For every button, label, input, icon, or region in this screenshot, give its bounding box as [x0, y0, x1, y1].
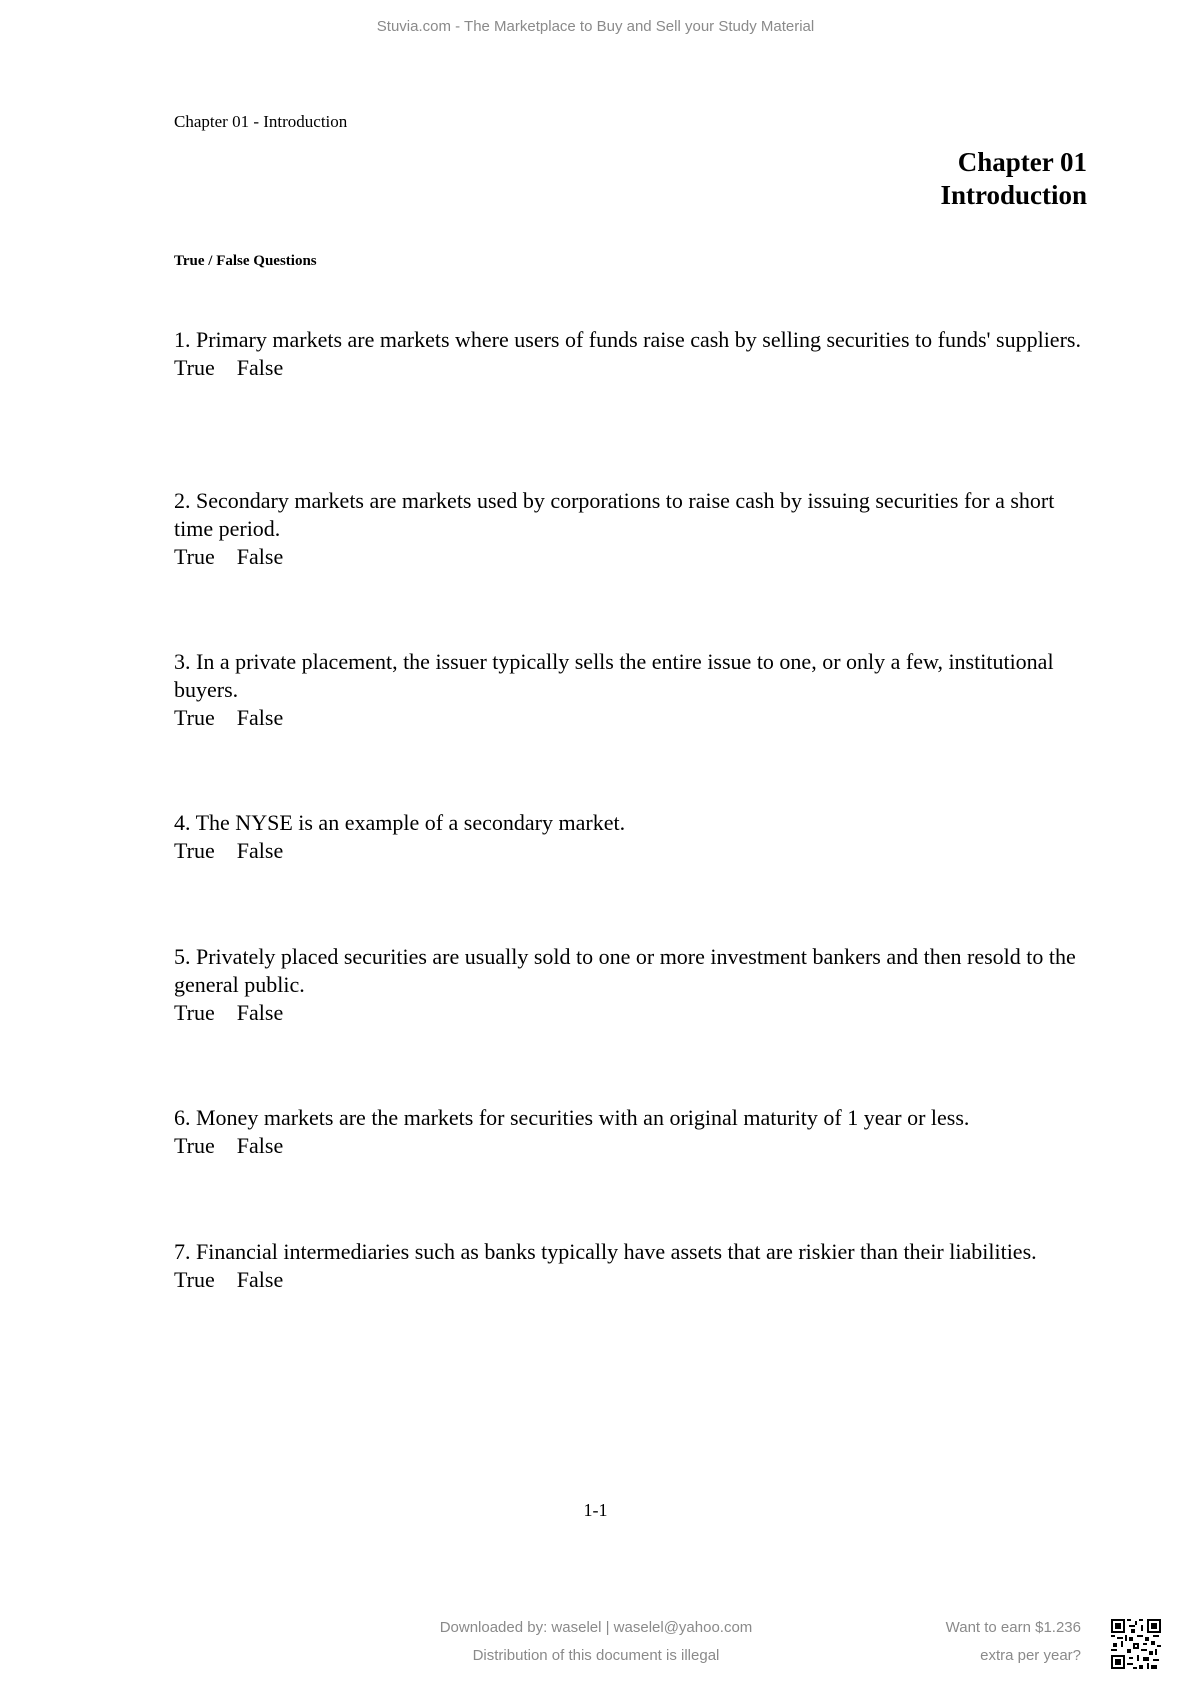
page-number: 1-1 [583, 1500, 608, 1520]
chapter-title-block [940, 146, 1087, 212]
answer-false[interactable]: False [236, 1000, 284, 1025]
answer-true[interactable]: True [174, 1000, 215, 1025]
answer-true[interactable]: True [174, 544, 215, 569]
question-text: 5. Privately placed securities are usually sold to one or more investment bankers and then resold to the general public. [174, 944, 1076, 997]
answer-false[interactable]: False [236, 1267, 284, 1292]
answer-false[interactable]: False [236, 1133, 284, 1158]
question-item [174, 809, 1094, 865]
answer-options [174, 543, 1094, 571]
running-header: Chapter 01 - Introduction [174, 112, 348, 131]
answer-options [174, 837, 1094, 865]
earn-promo-line2: extra per year? [980, 1647, 1081, 1664]
answer-true[interactable]: True [174, 838, 215, 863]
question-item [174, 487, 1094, 571]
answer-false[interactable]: False [236, 705, 284, 730]
qr-code-icon[interactable] [1111, 1619, 1161, 1669]
download-notice [400, 1614, 792, 1670]
answer-options [174, 1132, 1094, 1160]
question-item [174, 648, 1094, 732]
question-item [174, 1104, 1094, 1160]
chapter-number: Chapter 01 [957, 147, 1087, 177]
answer-false[interactable]: False [236, 838, 284, 863]
question-item [174, 326, 1094, 382]
distribution-warning: Distribution of this document is illegal [472, 1647, 720, 1664]
answer-options [174, 999, 1094, 1027]
answer-true[interactable]: True [174, 355, 215, 380]
question-text: 4. The NYSE is an example of a secondary market. [174, 810, 626, 835]
stuvia-watermark: Stuvia.com - The Marketplace to Buy and Sell your Study Material [376, 18, 815, 35]
question-item [174, 1238, 1094, 1294]
question-item [174, 943, 1094, 1027]
section-heading: True / False Questions [174, 253, 317, 269]
question-text: 7. Financial intermediaries such as banks typically have assets that are riskier than their liabilities. [174, 1239, 1037, 1264]
answer-options [174, 1266, 1094, 1294]
earn-promo[interactable] [946, 1614, 1081, 1670]
answer-true[interactable]: True [174, 1267, 215, 1292]
downloaded-by-text: Downloaded by: waselel | waselel@yahoo.com [439, 1619, 753, 1636]
answer-options [174, 704, 1094, 732]
answer-true[interactable]: True [174, 705, 215, 730]
answer-false[interactable]: False [236, 544, 284, 569]
question-text: 6. Money markets are the markets for securities with an original maturity of 1 year or less. [174, 1105, 970, 1130]
earn-promo-line1: Want to earn $1.236 [945, 1619, 1081, 1636]
question-text: 1. Primary markets are markets where users of funds raise cash by selling securities to funds' suppliers. [174, 327, 1081, 352]
chapter-name: Introduction [940, 180, 1087, 210]
answer-true[interactable]: True [174, 1133, 215, 1158]
question-text: 2. Secondary markets are markets used by corporations to raise cash by issuing securities for a short time period. [174, 488, 1055, 541]
answer-options [174, 354, 1094, 382]
answer-false[interactable]: False [236, 355, 284, 380]
question-text: 3. In a private placement, the issuer typically sells the entire issue to one, or only a few, institutional buyers. [174, 649, 1054, 702]
